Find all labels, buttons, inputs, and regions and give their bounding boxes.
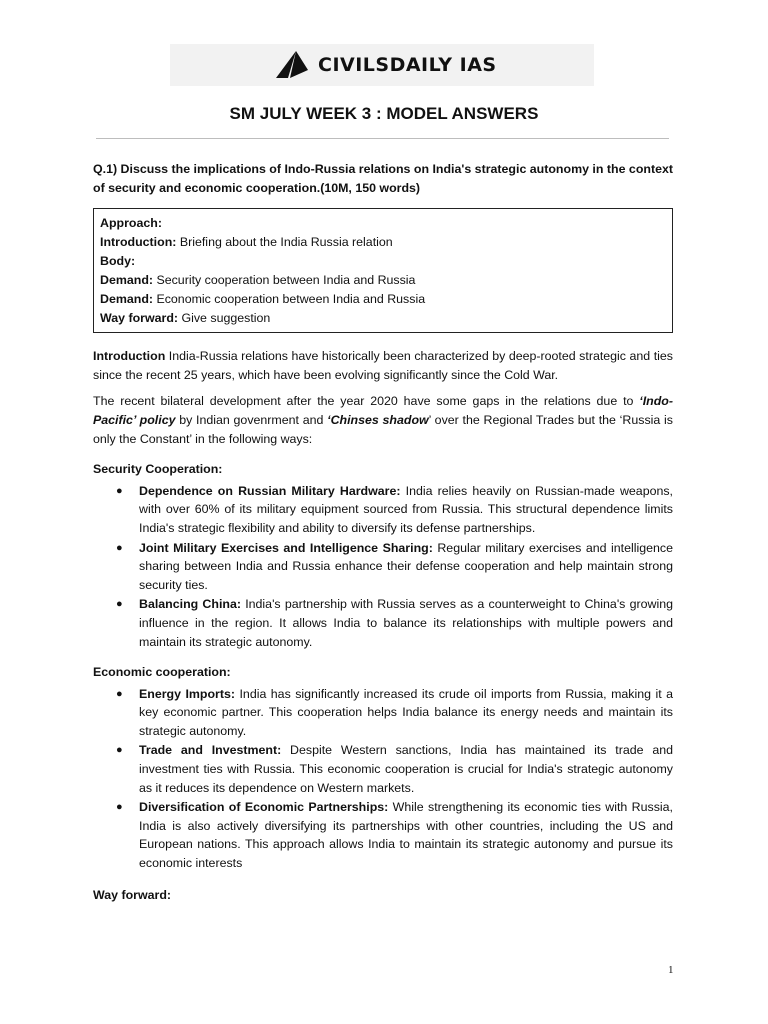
security-list	[93, 482, 673, 651]
economic-heading: Economic cooperation:	[93, 665, 231, 680]
bullet-icon: ●	[116, 744, 123, 757]
bullet-icon: ●	[116, 541, 123, 554]
logo	[274, 50, 497, 80]
list-item: ● Diversification of Economic Partnerships: While strengthening its economic ties with Russia, India is also actively diversifying its partnerships with other countries, including the US and European nations. This approach allows India to maintain its strategic autonomy and pursue its economic interests	[116, 800, 673, 871]
list-item: ● Balancing China: India's partnership with Russia serves as a counterweight to China's growing influence in the region. It allows India to balance its relationships with multiple powers and maintain its strategic autonomy.	[116, 597, 673, 649]
approach-line: Demand: Economic cooperation between India and Russia	[100, 292, 426, 307]
title-divider	[96, 138, 669, 139]
approach-line: Body:	[100, 254, 136, 269]
approach-line: Demand: Security cooperation between India and Russia	[100, 273, 416, 288]
page-number: 1	[668, 964, 674, 976]
list-item: ● Dependence on Russian Military Hardware: India relies heavily on Russian-made weapons, with over 60% of its military equipment sourced from Russia. This structural dependence limits India's strategic flexibility and ability to diversify its defense partnerships.	[116, 483, 673, 535]
document-body	[93, 160, 673, 904]
way-forward-heading: Way forward:	[93, 887, 172, 902]
bullet-icon: ●	[116, 687, 123, 700]
approach-box	[93, 208, 673, 333]
question-text: Q.1) Discuss the implications of Indo-Russia relations on India's strategic autonomy in the context of security and economic cooperation.(10M, 150 words)	[93, 162, 673, 195]
security-heading: Security Cooperation:	[93, 462, 223, 477]
bullet-icon: ●	[116, 598, 123, 611]
bullet-icon: ●	[116, 484, 123, 497]
context-paragraph: The recent bilateral development after the year 2020 have some gaps in the relations due to ‘Indo-Pacific’ policy by Indian govenrment and ‘Chinses shadow’ over the Regional Trades but the ‘Russia is only the Constant’ in the following ways:	[93, 394, 673, 446]
logo-text: CIVILSDAILY IAS	[318, 54, 497, 76]
approach-line: Approach:	[100, 216, 162, 231]
list-item: ● Trade and Investment: Despite Western sanctions, India has maintained its trade and investment ties with Russia. This economic cooperation is crucial for India's strategic autonomy as it reduces its dependence on Western markets.	[116, 743, 673, 795]
list-item: ● Energy Imports: India has significantly increased its crude oil imports from Russia, making it a key economic partner. This cooperation helps India balance its energy needs and maintain its strategic autonomy.	[116, 686, 674, 738]
civilsdaily-logo-icon	[274, 50, 310, 80]
introduction-paragraph: Introduction India-Russia relations have historically been characterized by deep-rooted strategic and ties since the recent 25 years, which have been evolving significantly since the Cold War.	[93, 349, 673, 382]
approach-line: Introduction: Briefing about the India Russia relation	[100, 235, 393, 250]
page-title: SM JULY WEEK 3 : MODEL ANSWERS	[229, 104, 539, 123]
economic-list	[93, 685, 673, 873]
approach-line: Way forward: Give suggestion	[100, 311, 271, 326]
list-item: ● Joint Military Exercises and Intelligence Sharing: Regular military exercises and intelligence sharing between India and Russia enhance their defense cooperation and help maintain strong security ties.	[116, 540, 674, 592]
bullet-icon: ●	[116, 801, 123, 814]
